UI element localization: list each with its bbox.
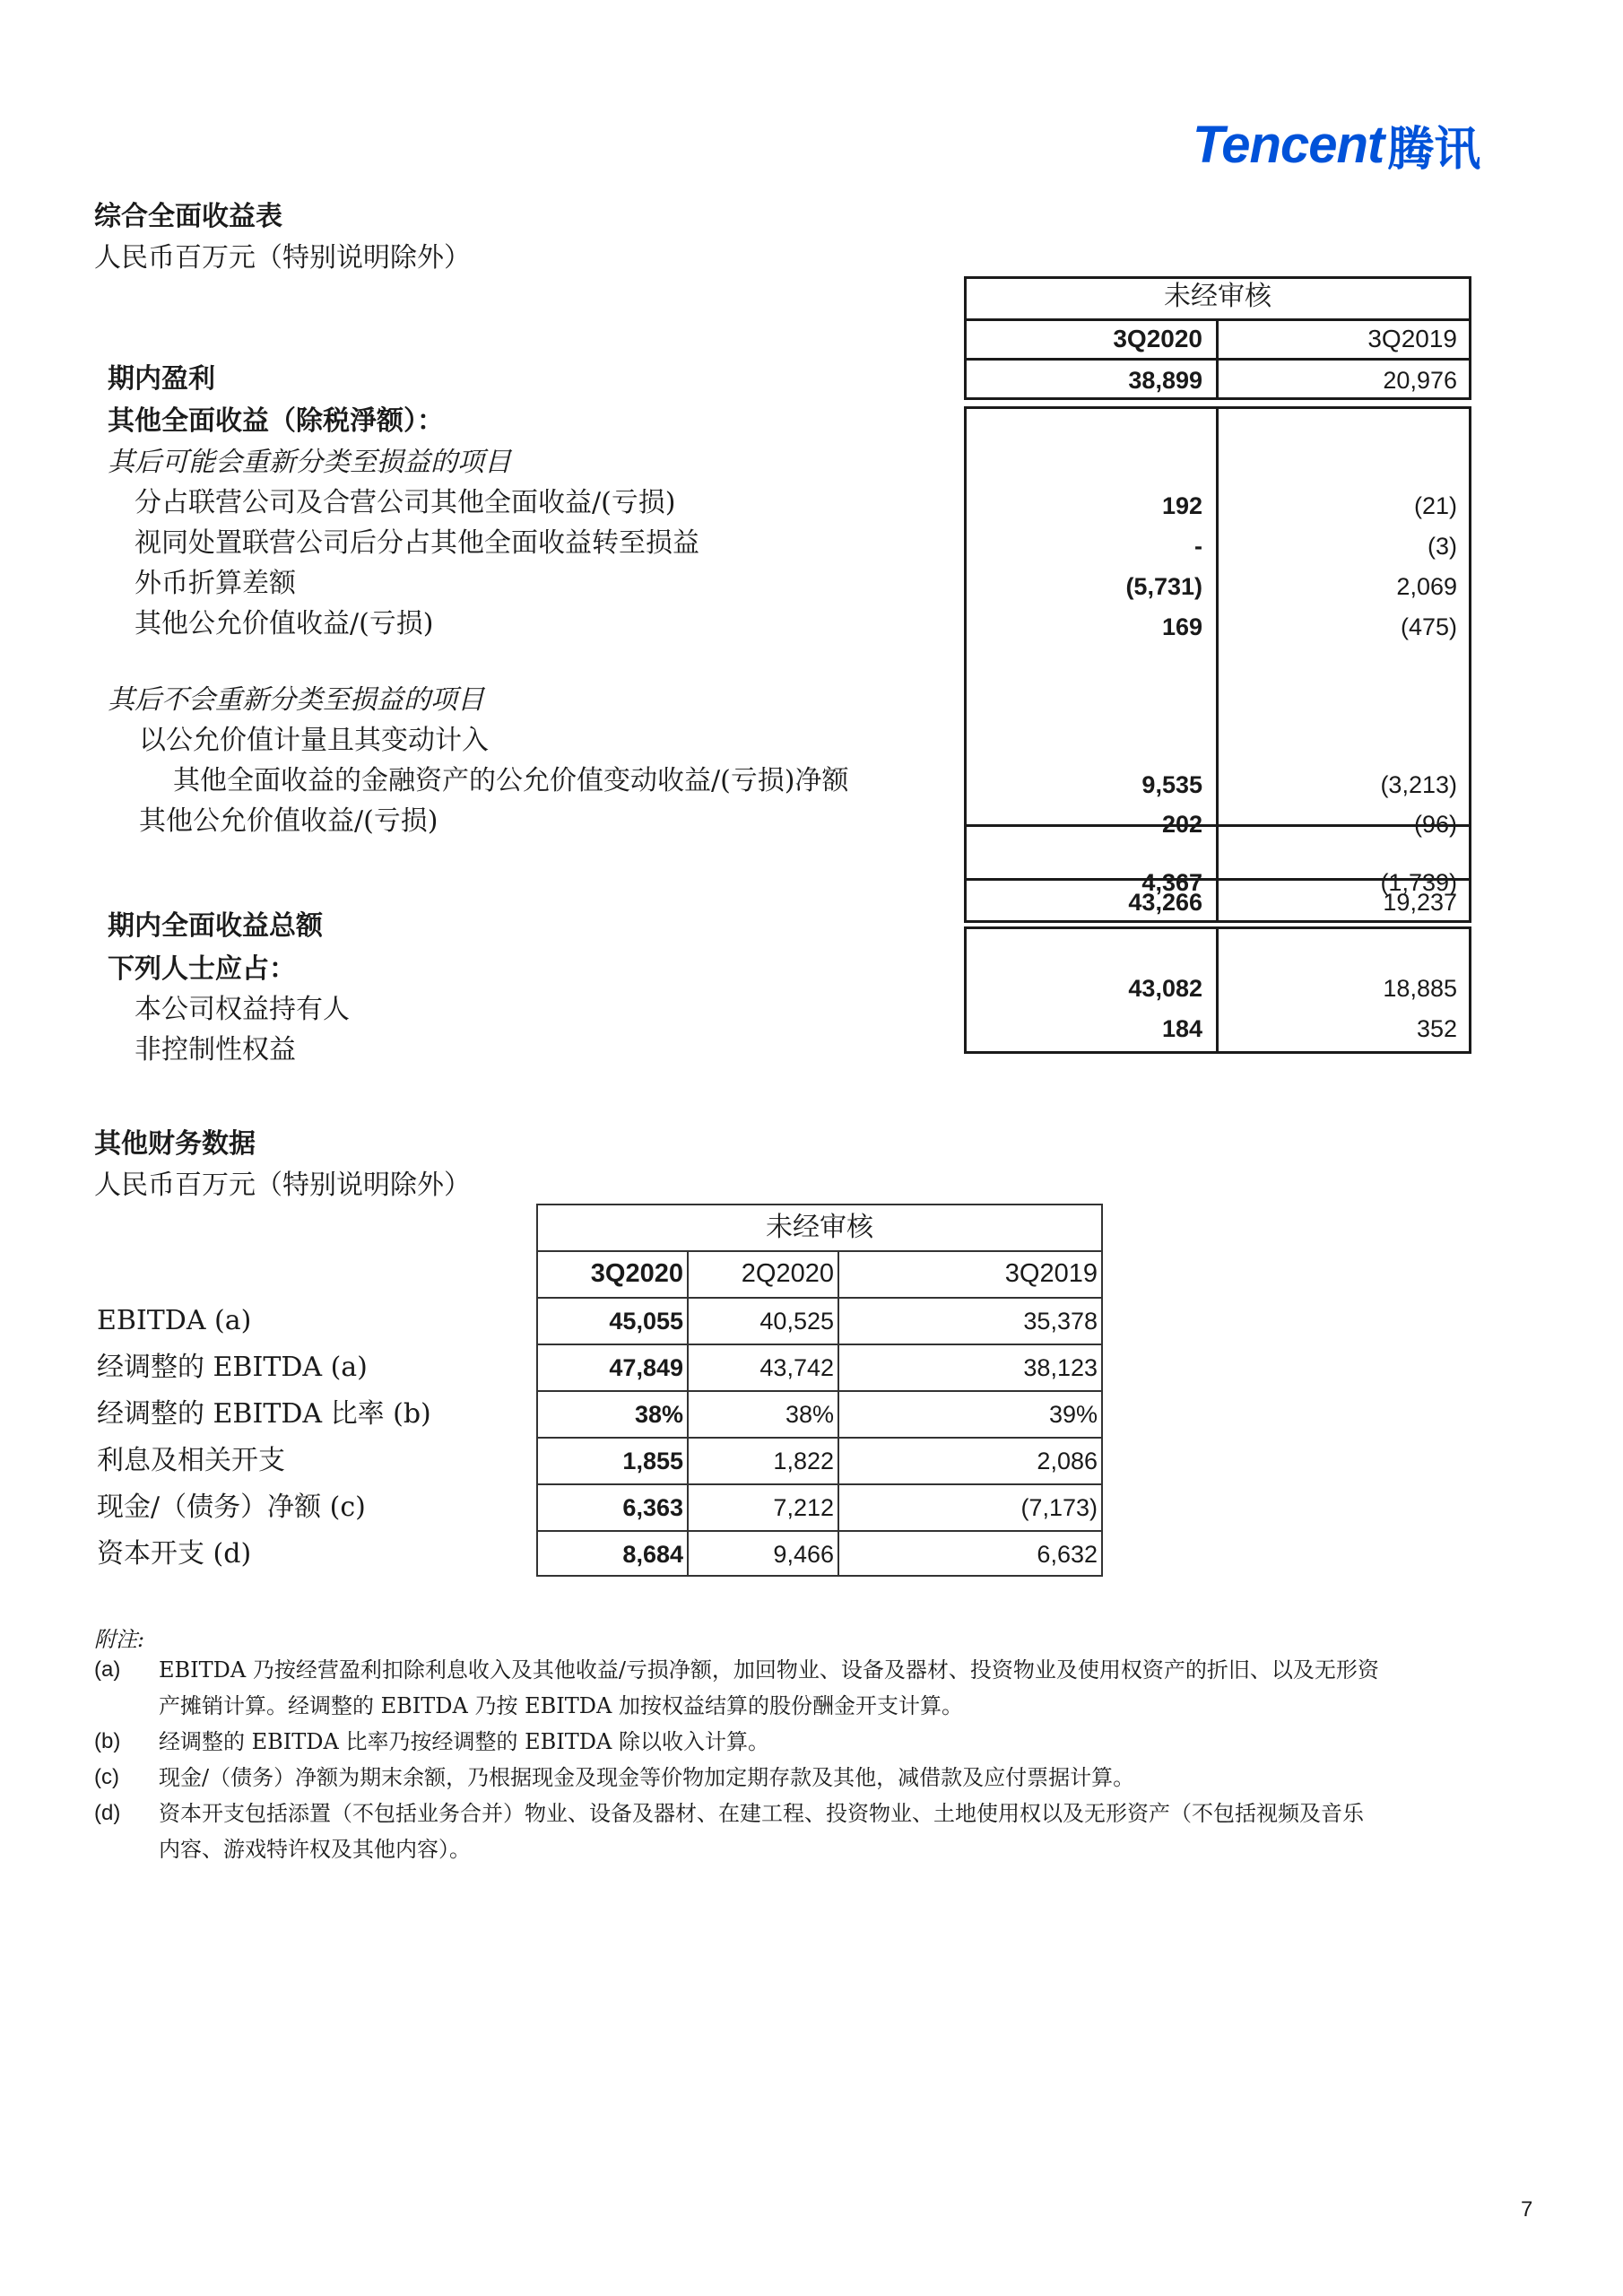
row-label: 以公允价值计量且其变动计入 [139,725,489,756]
value-3q2020: 9,535 [1141,771,1202,798]
divider [687,1250,689,1575]
row-label: 其他公允价值收益/(亏损) [135,608,434,639]
row-label: 其他全面收益的金融资产的公允价值变动收益/(亏损)净额 [173,765,849,796]
value-3q2019: (475) [1400,613,1457,640]
value-3q2020: 169 [1161,613,1202,640]
row-label: 期内全面收益总额 [108,910,323,942]
table-group-header: 未经审核 [1164,281,1271,312]
other-financial-title: 其他财务数据 [94,1128,256,1160]
note-line: 内容、游戏特许权及其他内容）。 [159,1837,471,1862]
oci-subtotal-3q2020: 4,367 [1141,869,1202,896]
note-line: 资本开支包括添置（不包括业务合并）物业、设备及器材、在建工程、投资物业、土地使用权以及无形资产（不包括视频及音乐 [159,1801,1364,1826]
value-3q2020: 45,055 [609,1308,683,1335]
row-label: EBITDA (a) [97,1305,252,1336]
note-key: (b) [94,1729,121,1753]
divider [1216,406,1219,881]
column-header-3q2020: 3Q2020 [590,1259,683,1288]
total-3q2019: 19,237 [1383,889,1457,916]
tencent-logo [1193,115,1480,174]
value-3q2019: (3,213) [1380,771,1457,798]
value-3q2019: 38,123 [1023,1354,1098,1381]
row-label: 经调整的 EBITDA 比率 (b) [97,1398,431,1430]
column-header-3q2019: 3Q2019 [1367,325,1457,352]
note-key: (c) [94,1765,119,1789]
value-3q2019: 39% [1048,1401,1098,1428]
divider [1216,926,1219,1054]
note-b [94,1724,1547,1760]
value-2q2020: 40,525 [759,1308,834,1335]
value-3q2020: 38,899 [1128,367,1202,394]
value-3q2020: 43,082 [1128,975,1202,1002]
value-3q2020: (5,731) [1125,573,1202,600]
value-3q2019: (96) [1413,811,1457,838]
row-label: 下列人士应占： [108,953,296,985]
row-label: 其后不会重新分类至损益的项目 [108,684,484,716]
total-3q2020: 43,266 [1128,889,1202,916]
row-label: 非控制性权益 [135,1034,296,1065]
statement-table [964,276,1471,1082]
note-line: 现金/（债务）净额为期末余额，乃根据现金及现金等价物加定期存款及其他，减借款及应付票据计算。 [159,1765,1135,1790]
divider [538,1483,1101,1485]
divider [964,824,1471,827]
value-2q2020: 43,742 [759,1354,834,1381]
value-3q2019: 2,069 [1396,573,1457,600]
note-c [94,1760,1547,1796]
value-2q2020: 9,466 [773,1541,834,1568]
row-label: 期内盈利 [108,363,215,395]
statement-title: 综合全面收益表 [94,201,282,232]
value-2q2020: 7,212 [773,1494,834,1521]
column-header-3q2020: 3Q2020 [1113,325,1202,352]
other-financial-unit: 人民币百万元（特别说明除外） [94,1170,471,1201]
divider [1216,878,1219,923]
note-line: 经调整的 EBITDA 比率乃按经调整的 EBITDA 除以收入计算。 [159,1729,769,1754]
note-line: 产摊销计算。经调整的 EBITDA 乃按 EBITDA 加按权益结算的股份酬金开支计算。 [159,1693,963,1718]
value-3q2020: 6,363 [622,1494,683,1521]
row-label: 经调整的 EBITDA (a) [97,1352,368,1383]
divider [538,1530,1101,1532]
note-key: (a) [94,1657,121,1682]
row-label: 本公司权益持有人 [135,994,350,1025]
logo-text-en: Tencent [1193,115,1384,174]
value-3q2020: 184 [1161,1015,1202,1042]
column-header-3q2019: 3Q2019 [1004,1259,1098,1288]
divider [838,1250,839,1575]
value-3q2019: 352 [1416,1015,1457,1042]
divider [1216,358,1219,400]
value-2q2020: 1,822 [773,1448,834,1474]
row-label: 外币折算差额 [135,568,296,599]
row-label: 视同处置联营公司后分占其他全面收益转至损益 [135,527,699,559]
value-3q2019: 2,086 [1037,1448,1098,1474]
divider [538,1297,1101,1299]
value-3q2019: 20,976 [1383,367,1457,394]
row-label: 其他全面收益（除税淨额）： [108,405,444,437]
statement-unit: 人民币百万元（特别说明除外） [94,242,471,274]
other-financial-table [536,1204,1103,1577]
row-label: 其他公允价值收益/(亏损) [139,805,438,837]
value-3q2019: (7,173) [1020,1494,1098,1521]
value-3q2019: (3) [1428,533,1457,560]
row-label: 分占联营公司及合营公司其他全面收益/(亏损) [135,487,676,518]
note-d [94,1796,1547,1867]
value-3q2019: (21) [1413,492,1457,519]
value-3q2020: 1,855 [622,1448,683,1474]
divider [538,1344,1101,1345]
page-number: 7 [1521,2197,1533,2222]
oci-subtotal-3q2019: (1,739) [1380,869,1457,896]
value-3q2019: 18,885 [1383,975,1457,1002]
logo-text-cn: 腾讯 [1387,123,1481,176]
note-line: EBITDA 乃按经营盈利扣除利息收入及其他收益/亏损净额，加回物业、设备及器材、投资物业及使用权资产的折旧、以及无形资 [159,1657,1379,1683]
note-key: (d) [94,1801,121,1825]
divider [538,1437,1101,1439]
divider [538,1250,1101,1252]
value-2q2020: 38% [785,1401,834,1428]
row-label: 利息及相关开支 [97,1445,285,1476]
divider [538,1390,1101,1392]
value-3q2020: 47,849 [609,1354,683,1381]
note-a [94,1652,1547,1724]
column-header-2q2020: 2Q2020 [741,1259,834,1288]
value-3q2020: 38% [634,1401,683,1428]
value-3q2019: 6,632 [1037,1541,1098,1568]
row-label: 现金/（债务）净额 (c) [97,1492,366,1523]
value-3q2020: - [1194,533,1202,560]
value-3q2020: 192 [1161,492,1202,519]
value-3q2020: 202 [1161,811,1202,838]
value-3q2020: 8,684 [622,1541,683,1568]
table-group-header: 未经审核 [766,1212,873,1243]
row-label: 资本开支 (d) [97,1538,252,1570]
divider [1216,318,1219,361]
notes-heading: 附注: [94,1627,145,1652]
row-label: 其后可能会重新分类至损益的项目 [108,447,511,478]
value-3q2019: 35,378 [1023,1308,1098,1335]
